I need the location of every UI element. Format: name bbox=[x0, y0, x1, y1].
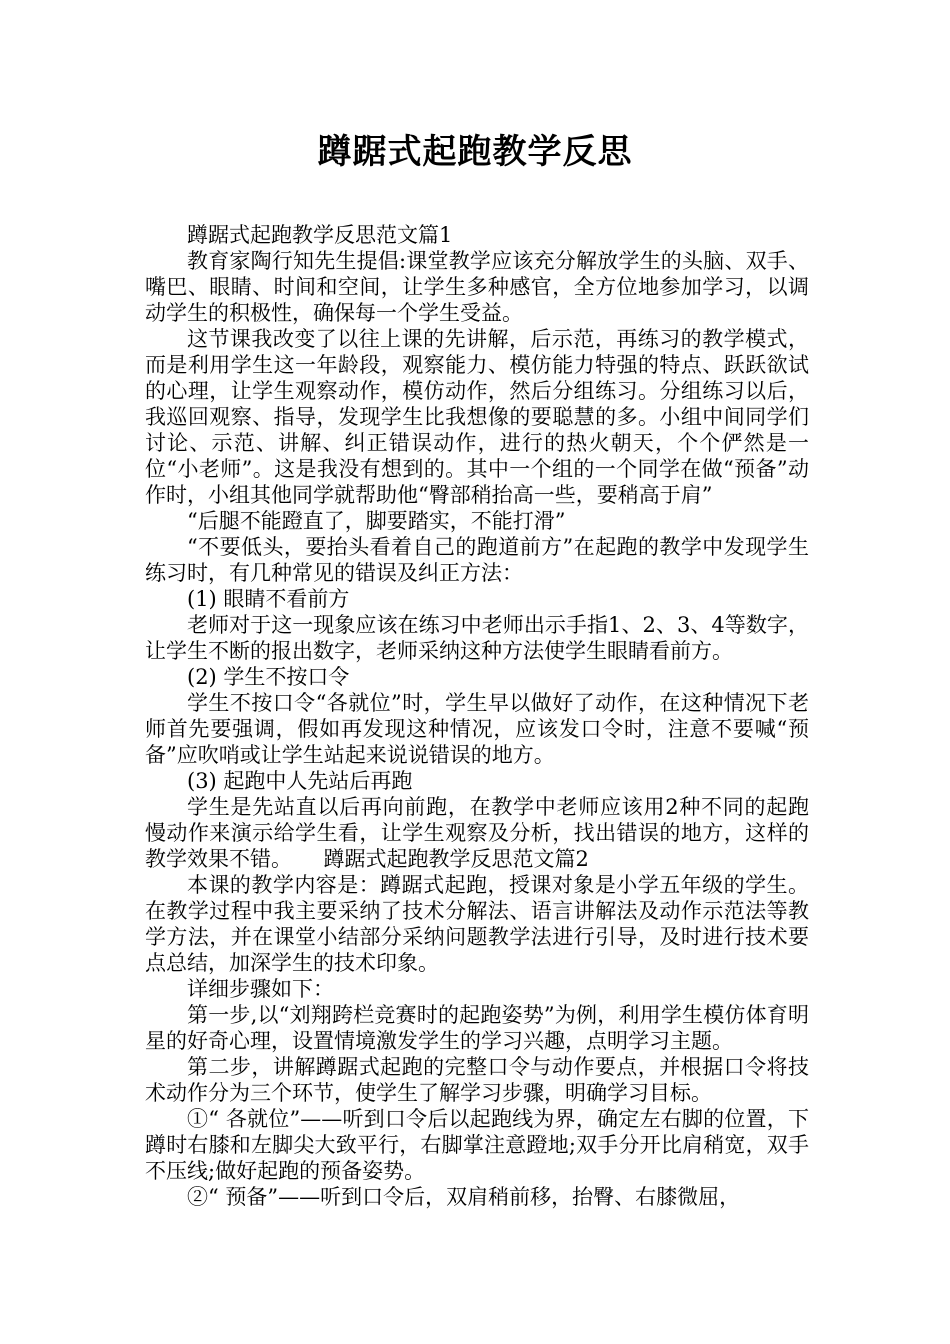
paragraph: ②“ 预备”——听到口令后，双肩稍前移，抬臀、右膝微屈， bbox=[187, 1185, 741, 1209]
paragraph: (2) 学生不按口令 bbox=[187, 665, 350, 689]
paragraph: 教育家陶行知先生提倡:课堂教学应该充分解放学生的头脑、双手、嘴巴、眼睛、时间和空间，让学生多种感官，全方位地参加学习，以调动学生的积极性，确保每一个学生受益。 bbox=[145, 249, 809, 325]
paragraph: 这节课我改变了以往上课的先讲解，后示范，再练习的教学模式，而是利用学生这一年龄段，观察能力、模仿能力特强的特点、跃跃欲试的心理，让学生观察动作，模仿动作，然后分组练习。分组练习以后，我巡回观察、指导，发现学生比我想像的要聪慧的多。小组中间同学们讨论、示范、讲解、纠正错误动作，进行的热火朝天，个个俨然是一位“小老师”。这是我没有想到的。其中一个组的一个同学在做“预备”动作时，小组其他同学就帮助他“臀部稍抬高一些，要稍高于肩” bbox=[145, 327, 809, 507]
paragraph: 详细步骤如下： bbox=[187, 977, 334, 1001]
paragraph: 第二步，讲解蹲踞式起跑的完整口令与动作要点，并根据口令将技术动作分为三个环节，使学生了解学习步骤，明确学习目标。 bbox=[145, 1055, 809, 1105]
paragraph: 蹲踞式起跑教学反思范文篇1 bbox=[187, 223, 453, 247]
paragraph: 老师对于这一现象应该在练习中老师出示手指1、2、3、4等数字，让学生不断的报出数字，老师采纳这种方法使学生眼睛看前方。 bbox=[145, 613, 809, 663]
document-body bbox=[145, 222, 809, 1210]
paragraph: ①“ 各就位”——听到口令后以起跑线为界，确定左右脚的位置，下蹲时右膝和左脚尖大致平行，右脚掌注意蹬地;双手分开比肩稍宽，双手不压线;做好起跑的预备姿势。 bbox=[145, 1107, 809, 1183]
document-title: 蹲踞式起跑教学反思 bbox=[317, 132, 633, 172]
paragraph: 第一步,以“刘翔跨栏竞赛时的起跑姿势”为例，利用学生模仿体育明星的好奇心理，设置情境激发学生的学习兴趣，点明学习主题。 bbox=[145, 1003, 809, 1053]
paragraph: “后腿不能蹬直了，脚要踏实，不能打滑” bbox=[187, 509, 566, 533]
paragraph: 学生是先站直以后再向前跑，在教学中老师应该用2种不同的起跑慢动作来演示给学生看，让学生观察及分析，找出错误的地方，这样的教学效果不错。 蹲踞式起跑教学反思范文篇2 bbox=[145, 795, 809, 871]
paragraph: 本课的教学内容是：蹲踞式起跑，授课对象是小学五年级的学生。在教学过程中我主要采纳了技术分解法、语言讲解法及动作示范法等教学方法，并在课堂小结部分采纳问题教学法进行引导，及时进行技术要点总结，加深学生的技术印象。 bbox=[145, 873, 809, 975]
paragraph: “不要低头，要抬头看着自己的跑道前方”在起跑的教学中发现学生练习时，有几种常见的错误及纠正方法： bbox=[145, 535, 809, 585]
paragraph: (3) 起跑中人先站后再跑 bbox=[187, 769, 413, 793]
paragraph: (1) 眼睛不看前方 bbox=[187, 587, 350, 611]
paragraph: 学生不按口令“各就位”时，学生早以做好了动作，在这种情况下老师首先要强调，假如再发现这种情况，应该发口令时，注意不要喊“预备”应吹哨或让学生站起来说说错误的地方。 bbox=[145, 691, 809, 767]
